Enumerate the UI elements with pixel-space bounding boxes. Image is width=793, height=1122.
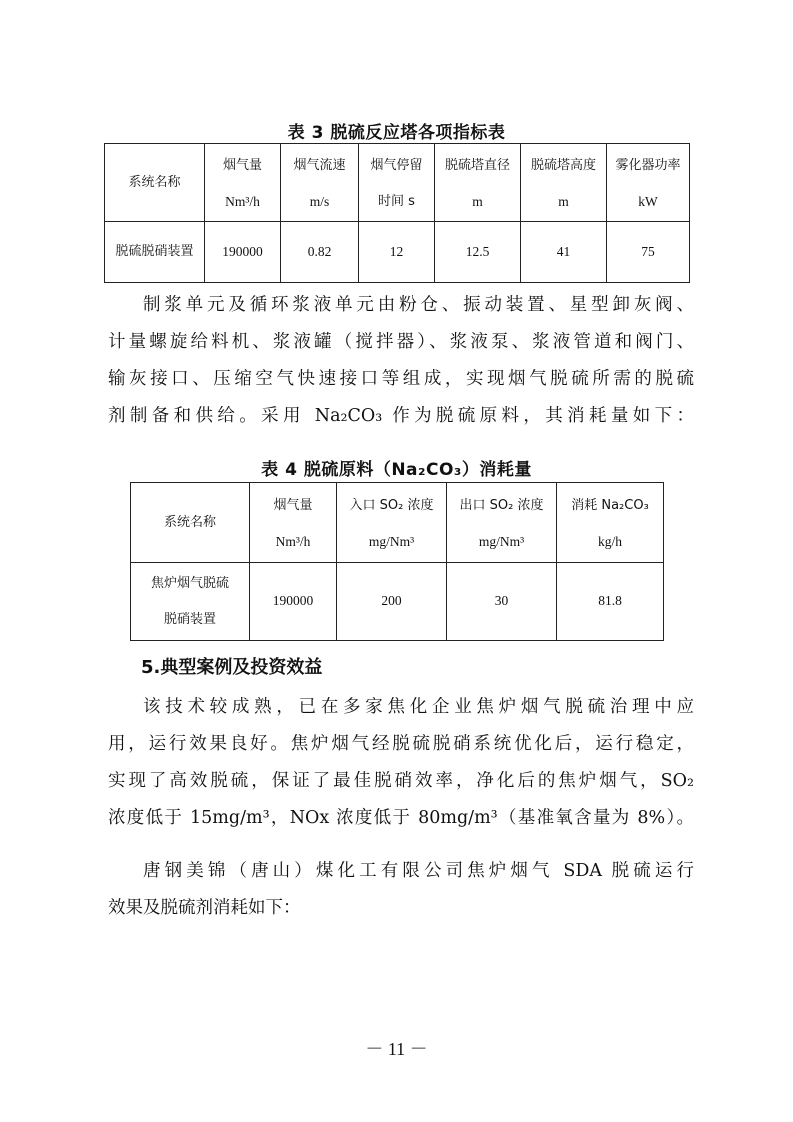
table3-header-cell: 烟气停留 时间 s xyxy=(359,144,435,222)
table3-cell: 12.5 xyxy=(435,222,521,283)
table3-header-cell: 烟气流速 m/s xyxy=(281,144,359,222)
table3-caption: 表 3 脱硫反应塔各项指标表 xyxy=(287,123,506,143)
text-line: 效果及脱硫剂消耗如下： xyxy=(108,898,301,918)
table3-cell: 75 xyxy=(607,222,690,283)
text-line: 唐钢美锦（唐山）煤化工有限公司焦炉烟气 SDA 脱硫运行 xyxy=(143,861,694,881)
table4-cell: 30 xyxy=(447,563,557,641)
table4-cell: 190000 xyxy=(250,563,337,641)
table3-header-cell: 脱硫塔高度 m xyxy=(521,144,607,222)
table3-cell: 0.82 xyxy=(281,222,359,283)
table-row xyxy=(105,222,690,283)
text-line: 实现了高效脱硫，保证了最佳脱硝效率，净化后的焦炉烟气，SO₂ xyxy=(108,771,694,791)
text-line: 剂制备和供给。采用 Na₂CO₃ 作为脱硫原料，其消耗量如下： xyxy=(108,406,694,426)
table4-header-cell: 消耗 Na₂CO₃ kg/h xyxy=(557,483,664,563)
table4-caption: 表 4 脱硫原料（Na₂CO₃）消耗量 xyxy=(261,460,532,480)
table4-header-cell: 系统名称 xyxy=(131,483,250,563)
text-line: 用，运行效果良好。焦炉烟气经脱硫脱硝系统优化后，运行稳定， xyxy=(108,734,694,754)
text-line: 制浆单元及循环浆液单元由粉仓、振动装置、星型卸灰阀、 xyxy=(143,295,694,315)
table4-cell: 81.8 xyxy=(557,563,664,641)
table3-header-cell: 系统名称 xyxy=(105,144,205,222)
table3-header-cell: 脱硫塔直径 m xyxy=(435,144,521,222)
table4 xyxy=(130,482,664,641)
text-line: 计量螺旋给料机、浆液罐（搅拌器）、浆液泵、浆液管道和阀门、 xyxy=(108,332,694,352)
paragraph-3 xyxy=(108,853,694,927)
table4-cell: 200 xyxy=(337,563,447,641)
table3-cell: 12 xyxy=(359,222,435,283)
table3-cell: 190000 xyxy=(205,222,281,283)
table4-header-row xyxy=(131,483,664,563)
text-line: 输灰接口、压缩空气快速接口等组成，实现烟气脱硫所需的脱硫 xyxy=(108,369,694,389)
table3-header-row xyxy=(105,144,690,222)
table4-cell: 焦炉烟气脱硫 脱硝装置 xyxy=(131,563,250,641)
table-row xyxy=(131,563,664,641)
table4-header-cell: 出口 SO₂ 浓度 mg/Nm³ xyxy=(447,483,557,563)
table3-header-cell: 雾化器功率 kW xyxy=(607,144,690,222)
text-line: 该技术较成熟，已在多家焦化企业焦炉烟气脱硫治理中应 xyxy=(143,697,694,717)
paragraph-1 xyxy=(108,287,694,435)
table3-cell: 41 xyxy=(521,222,607,283)
text-line: 浓度低于 15mg/m³，NOx 浓度低于 80mg/m³（基准氧含量为 8%）。 xyxy=(108,808,694,828)
section-heading: 5.典型案例及投资效益 xyxy=(141,657,323,678)
paragraph-2 xyxy=(108,689,694,837)
table3-header-cell: 烟气量 Nm³/h xyxy=(205,144,281,222)
page-number: － 11 － xyxy=(365,1039,428,1059)
table3 xyxy=(104,143,690,283)
table4-header-cell: 入口 SO₂ 浓度 mg/Nm³ xyxy=(337,483,447,563)
table3-cell: 脱硫脱硝装置 xyxy=(105,222,205,283)
table4-header-cell: 烟气量 Nm³/h xyxy=(250,483,337,563)
